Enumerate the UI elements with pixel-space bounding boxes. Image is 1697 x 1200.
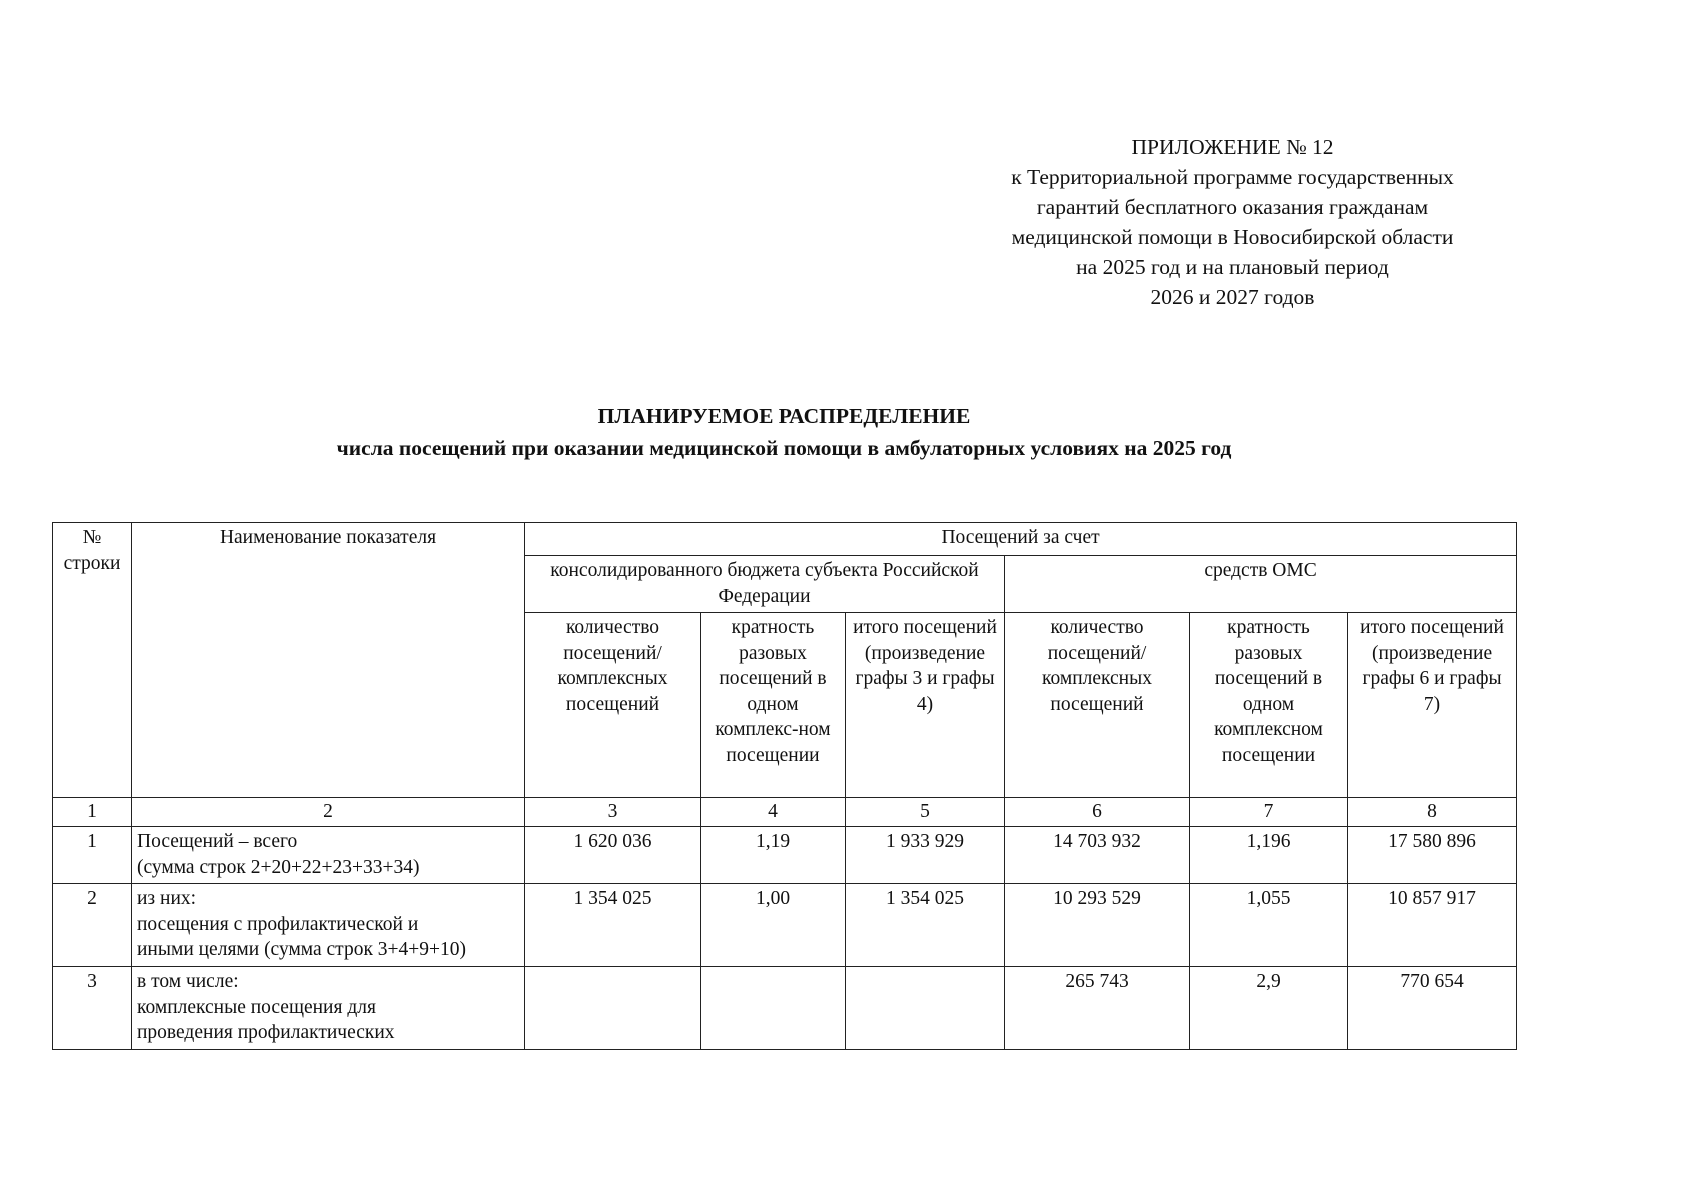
- oms-count-cell: 10 293 529: [1005, 884, 1190, 967]
- budget-multiplicity-cell: [701, 967, 846, 1050]
- appendix-line: медицинской помощи в Новосибирской области: [1011, 225, 1454, 249]
- oms-multiplicity-cell: 1,055: [1190, 884, 1348, 967]
- appendix-line: ПРИЛОЖЕНИЕ № 12: [1131, 135, 1334, 159]
- indicator-name-line: в том числе:: [137, 971, 239, 992]
- indicator-name-line: из них:: [137, 888, 197, 909]
- oms-total-cell: 770 654: [1348, 967, 1517, 1050]
- indicator-name: [132, 827, 525, 884]
- indicator-name-line: иными целями (сумма строк 3+4+9+10): [137, 939, 467, 960]
- budget-total-cell: 1 354 025: [846, 884, 1005, 967]
- indicator-name: [132, 967, 525, 1050]
- title-subtitle: числа посещений при оказании медицинской помощи в амбулаторных условиях на 2025 год: [336, 436, 1232, 460]
- column-number: 4: [701, 798, 846, 827]
- column-number: 1: [53, 798, 132, 827]
- header-oms-group: средств ОМС: [1005, 556, 1517, 613]
- indicator-name-line: (сумма строк 2+20+22+23+33+34): [137, 856, 420, 878]
- indicator-name: [132, 884, 525, 967]
- oms-total-cell: 17 580 896: [1348, 827, 1517, 884]
- table-row: [53, 827, 1517, 884]
- header-oms-count: количество посещений/ комплексных посещений: [1005, 613, 1190, 798]
- budget-total-cell: [846, 967, 1005, 1050]
- column-number: 2: [132, 798, 525, 827]
- table-row: [53, 884, 1517, 967]
- appendix-line: к Территориальной программе государственных: [1011, 165, 1454, 189]
- header-row-number: № строки: [53, 523, 132, 798]
- budget-count-cell: 1 620 036: [525, 827, 701, 884]
- oms-multiplicity-cell: 2,9: [1190, 967, 1348, 1050]
- header-budget-total: итого посещений (произведение графы 3 и графы 4): [846, 613, 1005, 798]
- visits-distribution-table: [52, 522, 1517, 1050]
- header-budget-count: количество посещений/ комплексных посещений: [525, 613, 701, 798]
- header-row: [53, 523, 1517, 556]
- oms-count-cell: 265 743: [1005, 967, 1190, 1050]
- appendix-line: на 2025 год и на плановый период: [1076, 255, 1389, 279]
- column-number: 7: [1190, 798, 1348, 827]
- header-budget-multiplicity: кратность разовых посещений в одном комплекс-ном посещении: [701, 613, 846, 798]
- oms-count-cell: 14 703 932: [1005, 827, 1190, 884]
- appendix-header: [940, 132, 1525, 312]
- budget-count-cell: 1 354 025: [525, 884, 701, 967]
- appendix-line: гарантий бесплатного оказания гражданам: [1036, 195, 1429, 219]
- header-oms-total: итого посещений (произведение графы 6 и графы 7): [1348, 613, 1517, 798]
- budget-total-cell: 1 933 929: [846, 827, 1005, 884]
- header-indicator-name: Наименование показателя: [132, 523, 525, 798]
- document-title: [0, 400, 1568, 464]
- title-main: ПЛАНИРУЕМОЕ РАСПРЕДЕЛЕНИЕ: [597, 404, 971, 428]
- table-row: [53, 967, 1517, 1050]
- indicator-name-line: Посещений – всего: [137, 831, 298, 852]
- column-number: 3: [525, 798, 701, 827]
- header-budget-group: консолидированного бюджета субъекта Российской Федерации: [525, 556, 1005, 613]
- row-number: 2: [53, 884, 132, 967]
- column-number: 8: [1348, 798, 1517, 827]
- oms-total-cell: 10 857 917: [1348, 884, 1517, 967]
- oms-multiplicity-cell: 1,196: [1190, 827, 1348, 884]
- header-oms-multiplicity: кратность разовых посещений в одном комплексном посещении: [1190, 613, 1348, 798]
- column-number-row: [53, 798, 1517, 827]
- budget-count-cell: [525, 967, 701, 1050]
- indicator-name-line: посещения с профилактической и: [137, 913, 419, 935]
- indicator-name-line: комплексные посещения для: [137, 996, 376, 1018]
- column-number: 5: [846, 798, 1005, 827]
- row-number: 1: [53, 827, 132, 884]
- budget-multiplicity-cell: 1,19: [701, 827, 846, 884]
- header-visits-funded-by: Посещений за счет: [525, 523, 1517, 556]
- row-number: 3: [53, 967, 132, 1050]
- column-number: 6: [1005, 798, 1190, 827]
- budget-multiplicity-cell: 1,00: [701, 884, 846, 967]
- appendix-line: 2026 и 2027 годов: [1150, 285, 1315, 309]
- indicator-name-line: проведения профилактических: [137, 1022, 395, 1043]
